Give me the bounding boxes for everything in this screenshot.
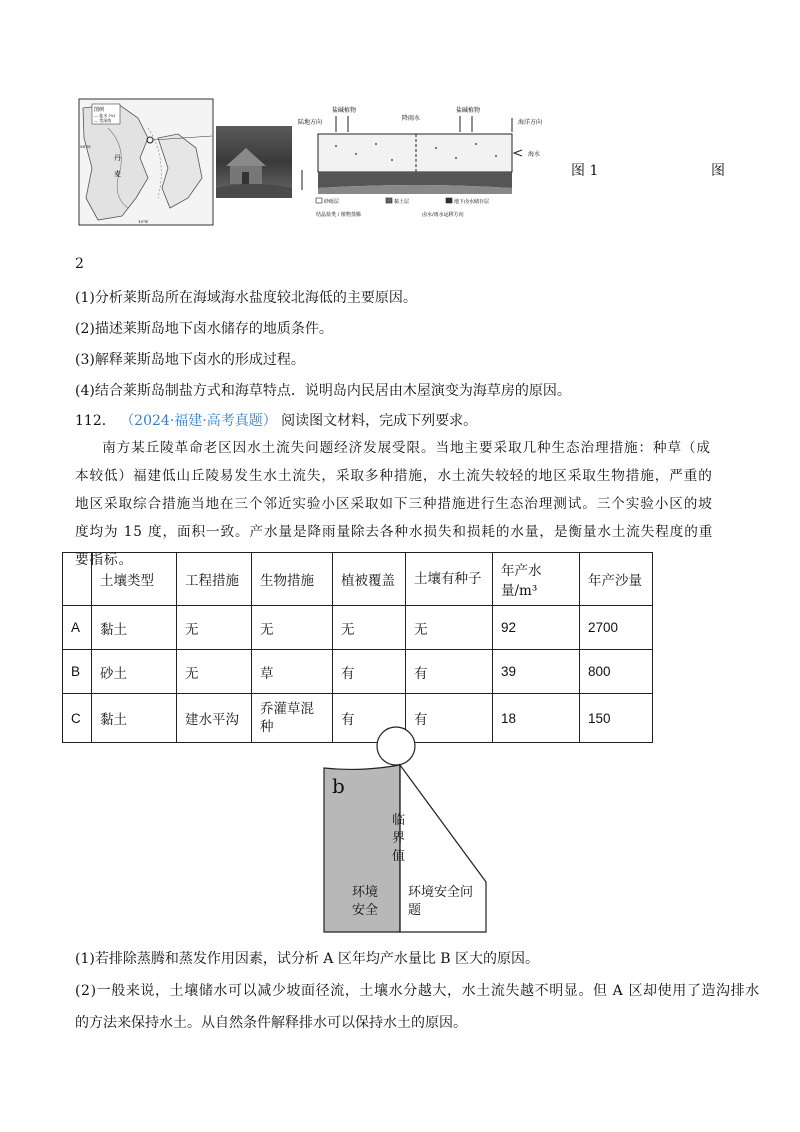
question-4: (4)结合莱斯岛制盐方式和海草特点．说明岛内民居由木屋演变为海草房的原因。	[75, 383, 571, 399]
table-cell: 39	[493, 650, 580, 694]
map-label: 丹	[114, 154, 121, 162]
section-legend: 卤水/雨水运移方向	[422, 212, 464, 218]
figure-1-map	[78, 98, 214, 226]
table-cell: 800	[580, 650, 653, 694]
question-112-2-cont: 的方法来保持水土。从自然条件解释排水可以保持水土的原因。	[75, 1015, 467, 1031]
figure-1-photo	[216, 126, 292, 198]
table-cell: 砂土	[92, 650, 177, 694]
table-row	[63, 606, 653, 650]
question-source: （2024·福建·高考真题）	[120, 413, 277, 429]
table-cell: 无	[333, 606, 406, 650]
table-cell: 乔灌草混种	[252, 694, 333, 743]
table-cell: 无	[177, 650, 252, 694]
diagram-threshold-label: 临界值	[392, 813, 406, 864]
section-label: 陆地方向	[298, 119, 323, 126]
diagram-safe-label: 环境安全	[351, 885, 378, 918]
question-3: (3)解释莱斯岛地下卤水的形成过程。	[75, 352, 305, 368]
map-legend-item: — 盐水 (%)	[94, 113, 116, 118]
table-cell: 92	[493, 606, 580, 650]
question-112-1: (1)若排除蒸腾和蒸发作用因素，试分析 A 区年均产水量比 B 区大的原因。	[75, 951, 540, 967]
table-cell: 黏土	[92, 694, 177, 743]
map-legend-item: — 等深线	[94, 118, 112, 123]
table-cell: 无	[406, 606, 493, 650]
table-cell: 有	[406, 650, 493, 694]
table-cell: 草	[252, 650, 333, 694]
diagram-problem-label: 环境安全问题	[408, 885, 474, 918]
table-header-cell: 植被覆盖	[333, 553, 406, 606]
section-label: 盐碱植物	[456, 107, 481, 114]
table-cell: 2700	[580, 606, 653, 650]
table-header-row	[63, 553, 653, 606]
table-cell: 18	[493, 694, 580, 743]
section-legend: 结晶盐类 / 植物蒸腾	[316, 212, 361, 218]
section-legend: 地下卤水储存层	[454, 199, 490, 205]
material-text: 南方某丘陵革命老区因水土流失问题经济发展受限。当地主要采取几种生态治理措施：种草（成本较低）福建低山丘陵易发生水土流失，采取多种措施，水土流失较轻的地区采取生物措施，严重的地区采取综合措施当地在三个邻近实验小区采取如下三种措施进行生态治理测试。三个实验小区的坡度均为 15 度，面积一致。产水量是降雨量除去各种水损失和损耗的水量，是衡量水土流失程度的重要指标。	[75, 440, 714, 568]
section-label: 海洋方向	[518, 119, 543, 126]
table-header-cell	[63, 553, 92, 606]
table-cell: 150	[580, 694, 653, 743]
section-label: 降雨水	[402, 115, 421, 122]
figure-caption-2-cont: 2	[75, 256, 84, 272]
question-112-2: (2)一般来说，土壤储水可以减少坡面径流，土壤水分越大，水土流失越不明显。但 A 区却使用了造沟排水	[75, 983, 760, 999]
table-cell: 建水平沟	[177, 694, 252, 743]
map-legend-title: 图例	[94, 107, 105, 113]
table-header-cell: 年产沙量	[580, 553, 653, 606]
table-cell: 无	[252, 606, 333, 650]
question-112-header	[75, 410, 477, 430]
section-legend: 砂砾层	[324, 199, 340, 205]
threshold-diagram	[320, 726, 490, 934]
table-header-cell: 工程措施	[177, 553, 252, 606]
table-header-cell: 土壤有种子	[406, 553, 493, 606]
table-cell: 有	[333, 694, 406, 743]
figure-2-cross-section	[296, 98, 548, 226]
figure-caption-1: 图 1	[571, 163, 599, 179]
section-legend: 黏土层	[394, 199, 410, 205]
question-2: (2)描述莱斯岛地下卤水储存的地质条件。	[75, 321, 333, 337]
table-header-cell: 年产水量/m³	[493, 553, 580, 606]
section-label: 盐碱植物	[332, 107, 357, 114]
section-label: 海水	[528, 151, 541, 158]
map-label: 56°N	[80, 144, 91, 149]
table-cell: 黏土	[92, 606, 177, 650]
table-cell: C	[63, 694, 92, 743]
table-cell: A	[63, 606, 92, 650]
table-cell: 有	[406, 694, 493, 743]
table-cell: B	[63, 650, 92, 694]
diagram-letter: b	[332, 774, 345, 798]
table-cell: 有	[333, 650, 406, 694]
table-header-cell: 土壤类型	[92, 553, 177, 606]
table-cell: 无	[177, 606, 252, 650]
diagram-ball	[377, 727, 415, 765]
table-row	[63, 650, 653, 694]
map-label: 10°E	[138, 219, 149, 224]
question-1: (1)分析莱斯岛所在海域海水盐度较北海低的主要原因。	[75, 290, 417, 306]
experiment-table	[62, 552, 653, 743]
question-instruction: 阅读图文材料，完成下列要求。	[281, 413, 478, 429]
figure-caption-2: 图	[711, 163, 725, 179]
table-header-cell: 生物措施	[252, 553, 333, 606]
question-number: 112．	[75, 413, 116, 429]
map-label: 麦	[114, 170, 121, 178]
